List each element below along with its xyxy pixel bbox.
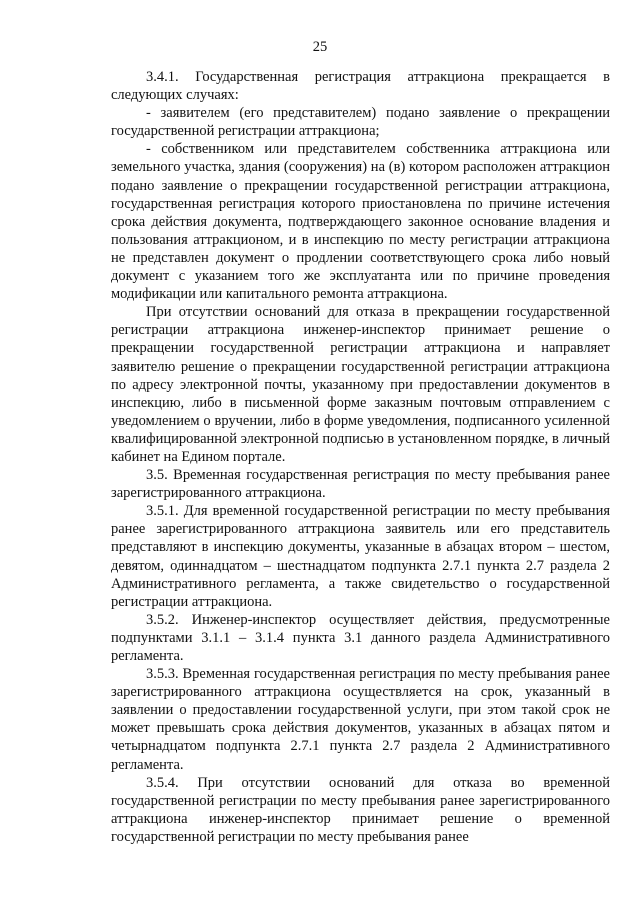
paragraph-3-5-2: 3.5.2. Инженер-инспектор осуществляет действия, предусмотренные подпунктами 3.1.1 – 3.1.4 пункта 3.1 данного раздела Административного регламента. [111,611,610,664]
document-body [111,68,610,846]
paragraph-termination-decision: При отсутствии оснований для отказа в прекращении государственной регистрации аттракциона инженер-инспектор принимает решение о прекращении государственной регистрации аттракциона и направляет заявителю решение о прекращении государственной регистрации аттракциона по адресу электронной почты, указанному при предоставлении документов в инспекцию, либо в письменной форме заказным почтовым отправлением с уведомлением о вручении, либо в форме уведомления, подписанного усиленной квалифицированной электронной подписью в установленном порядке, в личный кабинет на Едином портале. [111,304,610,465]
paragraph-case-owner: - собственником или представителем собственника аттракциона или земельного участка, здания (сооружения) на (в) котором расположен аттракцион подано заявление о прекращении государственной регистрации аттракциона, государственная регистрация которого приостановлена по причине истечения срока действия документа, подтверждающего законное основание владения и пользования аттракционом, и в инспекцию по месту регистрации аттракциона не представлен документ о продлении соответствующего срока либо новый документ с указанием того же эксплуатанта или по причине проведения модификации или капитального ремонта аттракциона. [111,141,610,303]
page-number: 25 [312,39,328,55]
paragraph-3-5-4: 3.5.4. При отсутствии оснований для отказа во временной государственной регистрации по месту пребывания ранее зарегистрированного аттракциона инженер-инспектор принимает решение о временной государственной регистрации по месту пребывания ранее [111,774,610,845]
paragraph-case-applicant: - заявителем (его представителем) подано заявление о прекращении государственной регистрации аттракциона; [111,105,610,140]
paragraph-3-4-1: 3.4.1. Государственная регистрация аттракциона прекращается в следующих случаях: [111,69,610,104]
paragraph-3-5-3: 3.5.3. Временная государственная регистрация по месту пребывания ранее зарегистрированного аттракциона осуществляется на срок, указанный в заявлении о предоставлении государственной услуги, при этом такой срок не может превышать срока действия документов, указанных в абзацах пятом и четырнадцатом подпункта 2.7.1 пункта 2.7 раздела 2 Административного регламента. [111,666,610,773]
paragraph-3-5: 3.5. Временная государственная регистрация по месту пребывания ранее зарегистрированного аттракциона. [111,467,610,502]
paragraph-3-5-1: 3.5.1. Для временной государственной регистрации по месту пребывания ранее зарегистрированного аттракциона заявитель или его представитель представляют в инспекцию документы, указанные в абзацах втором – шестом, девятом, одиннадцатом – шестнадцатом подпункта 2.7.1 пункта 2.7 раздела 2 Административного регламента, а также свидетельство о государственной регистрации аттракциона. [111,503,610,610]
